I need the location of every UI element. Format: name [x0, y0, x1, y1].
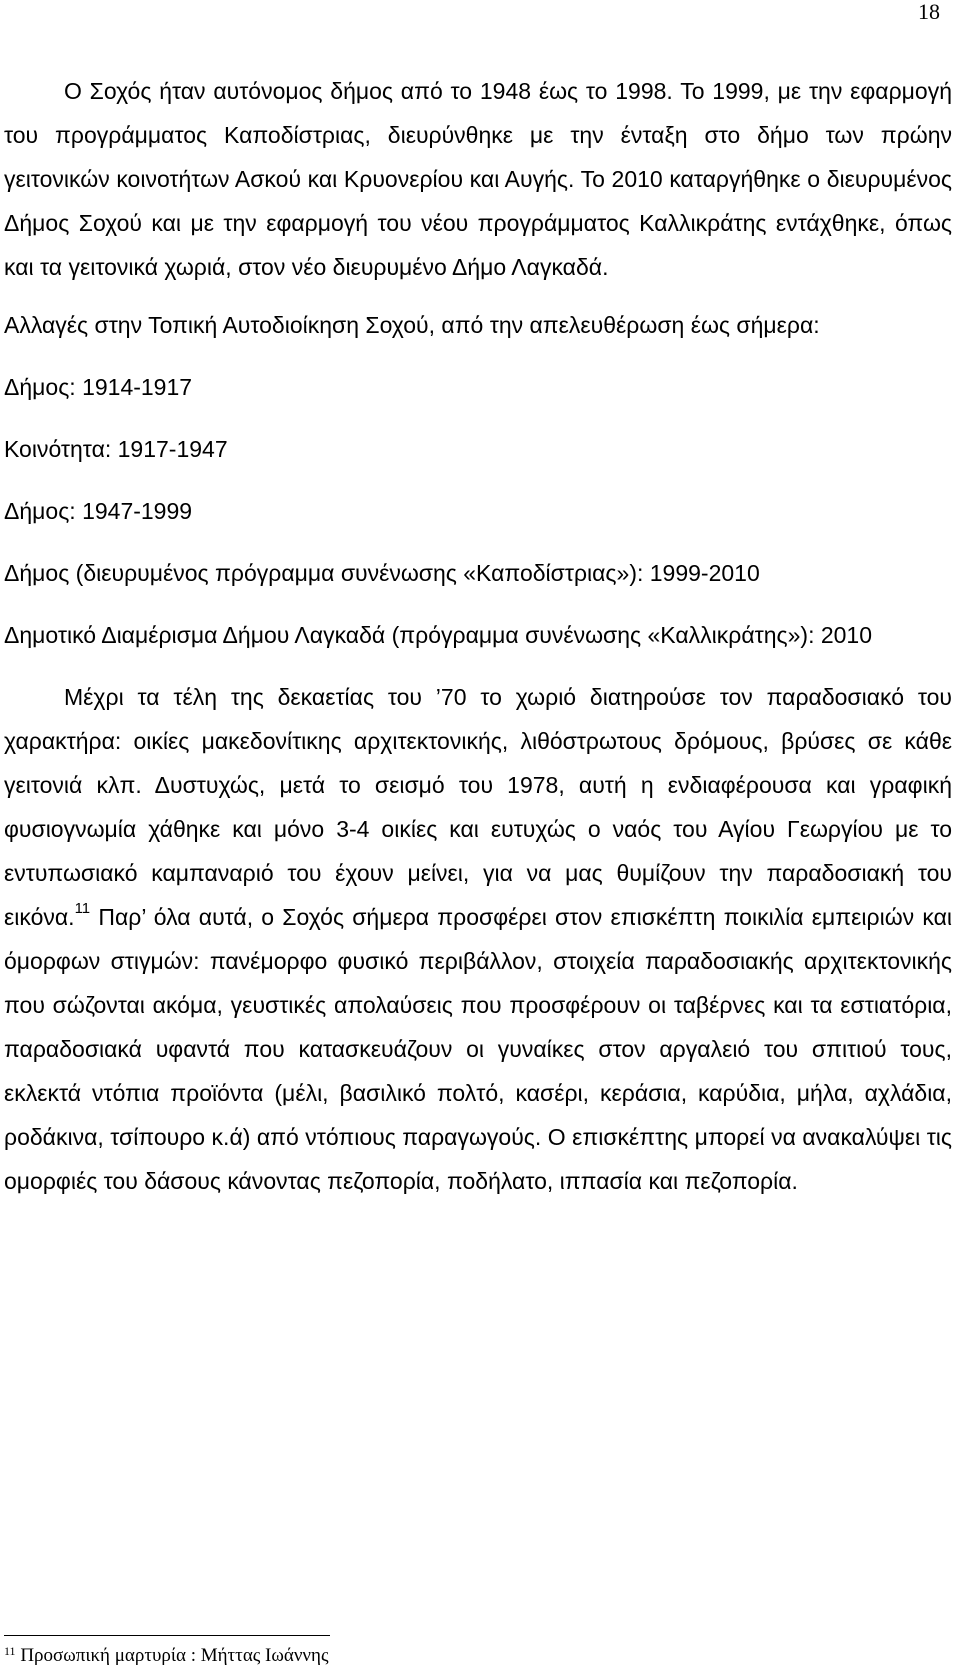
- footnote-number: 11: [4, 1644, 16, 1658]
- paragraph-administration-changes-intro: Αλλαγές στην Τοπική Αυτοδιοίκηση Σοχού, από την απελευθέρωση έως σήμερα:: [4, 312, 820, 338]
- paragraph-village-character-part-2: Παρ’ όλα αυτά, ο Σοχός σήμερα προσφέρει στον επισκέπτη ποικιλία εμπειριών και όμορφων στιγμών: πανέμορφο φυσικό περιβάλλον, στοιχεία παραδοσιακής αρχιτεκτονικής που σώζονται ακόμα, γευστικές απολαύσεις που προσφέρουν οι ταβέρνες και τα εστιατόρια, παραδοσιακά υφαντά που κατασκευάζουν οι γυναίκες στον αργαλειό του σπιτιού τους, εκλεκτά ντόπια προϊόντα (μέλι, βασιλικό πολτό, κασέρι, κεράσια, καρύδια, μήλα, αχλάδια, ροδάκινα, τσίπουρο κ.ά) από ντόπιους παραγωγούς. Ο επισκέπτης μπορεί να ανακαλύψει τις ομορφιές του δάσους κάνοντας πεζοπορία, ποδήλατο, ιππασία και πεζοπορία.: [4, 904, 952, 1194]
- list-item-period-3: Δήμος: 1947-1999: [4, 498, 193, 524]
- footnote-text: Προσωπική μαρτυρία : Μήττας Ιωάννης: [15, 1645, 329, 1666]
- document-body: [4, 69, 952, 1203]
- footnote: [4, 1644, 328, 1668]
- list-item-period-4: Δήμος (διευρυμένος πρόγραμμα συνένωσης «Καποδίστριας»): 1999-2010: [4, 560, 760, 586]
- list-item-period-2: Κοινότητα: 1917-1947: [4, 436, 228, 462]
- paragraph-village-character: [4, 675, 952, 1203]
- footnote-separator: [4, 1635, 330, 1636]
- paragraph-municipality-history: Ο Σοχός ήταν αυτόνομος δήμος από το 1948 έως το 1998. Το 1999, με την εφαρμογή του προγράμματος Καποδίστριας, διευρύνθηκε με την ένταξη στο δήμο των πρώην γειτονικών κοινοτήτων Ασκού και Κρυονερίου και Αυγής. Το 2010 καταργήθηκε ο διευρυμένος Δήμος Σοχού και με την εφαρμογή του νέου προγράμματος Καλλικράτης εντάχθηκε, όπως και τα γειτονικά χωριά, στον νέο διευρυμένο Δήμο Λαγκαδά.: [4, 78, 952, 280]
- page-number: 18: [918, 0, 940, 24]
- list-item-period-5: Δημοτικό Διαμέρισμα Δήμου Λαγκαδά (πρόγραμμα συνένωσης «Καλλικράτης»): 2010: [4, 622, 873, 648]
- paragraph-village-character-part-1: Μέχρι τα τέλη της δεκαετίας του ’70 το χωριό διατηρούσε τον παραδοσιακό του χαρακτήρα: οικίες μακεδονίτικης αρχιτεκτονικής, λιθόστρωτους δρόμους, βρύσες σε κάθε γειτονιά κλπ. Δυστυχώς, μετά το σεισμό του 1978, αυτή η ενδιαφέρουσα και γραφική φυσιογνωμία χάθηκε και μόνο 3-4 οικίες και ευτυχώς ο ναός του Αγίου Γεωργίου με το εντυπωσιακό καμπαναριό του έχουν μείνει, για να μας θυμίζουν την παραδοσιακή του εικόνα.: [4, 684, 952, 930]
- list-item-period-1: Δήμος: 1914-1917: [4, 374, 193, 400]
- footnote-reference: 11: [74, 900, 91, 917]
